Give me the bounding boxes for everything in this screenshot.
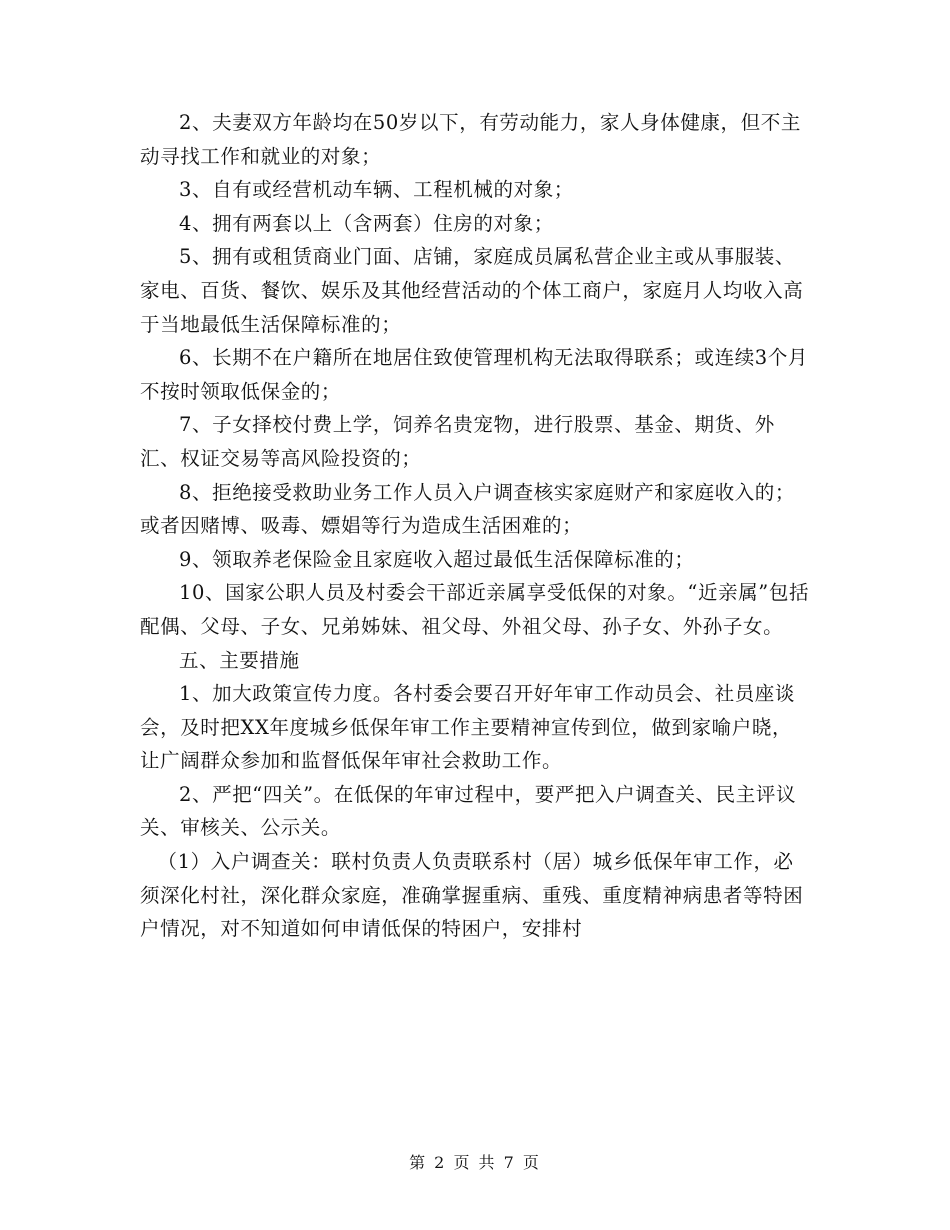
section-heading-measures: 五、主要措施 [179,648,300,672]
paragraph-item-8: 8、拒绝接受救助业务工作人员入户调查核实家庭财产和家庭收入的；或者因赌博、吸毒、嫖娼等行为造成生活困难的； [140,480,796,538]
paragraph-item-5: 5、拥有或租赁商业门面、店铺，家庭成员属私营企业主或从事服装、家电、百货、餐饮、娱乐及其他经营活动的个体工商户，家庭月人均收入高于当地最低生活保障标准的； [140,245,804,336]
document-body [140,106,810,946]
measure-item-2: 2、严把“四关”。在低保的年审过程中，要严把入户调查关、民主评议关、审核关、公示关。 [140,782,797,840]
paragraph-item-2: 2、夫妻双方年龄均在50岁以下，有劳动能力，家人身体健康，但不主动寻找工作和就业的对象； [140,111,801,168]
measure-subitem-1: （1）入户调查关：联村负责人负责联系村（居）城乡低保年审工作，必须深化村社，深化群众家庭，准确掌握重病、重残、重度精神病患者等特困户情况，对不知道如何申请低保的特困户，安排村 [140,850,804,941]
paragraph-item-6: 6、长期不在户籍所在地居住致使管理机构无法取得联系；或连续3个月不按时领取低保金的； [140,346,809,403]
measure-item-1: 1、加大政策宣传力度。各村委会要召开好年审工作动员会、社员座谈会，及时把XX年度城乡低保年审工作主要精神宣传到位，做到家喻户晓，让广阔群众参加和监督低保年审社会救助工作。 [140,682,796,773]
paragraph-item-3: 3、自有或经营机动车辆、工程机械的对象； [179,178,574,202]
page-number-footer: 第 2 页 共 7 页 [409,1153,541,1172]
paragraph-item-7: 7、子女择校付费上学，饲养名贵宠物，进行股票、基金、期货、外汇、权证交易等高风险投资的； [140,413,775,470]
paragraph-item-9: 9、领取养老保险金且家庭收入超过最低生活保障标准的； [179,547,695,571]
paragraph-item-10: 10、国家公职人员及村委会干部近亲属享受低保的对象。“近亲属”包括配偶、父母、子女、兄弟姊妹、祖父母、外祖父母、孙子女、外孙子女。 [140,581,810,638]
paragraph-item-4: 4、拥有两套以上（含两套）住房的对象； [179,211,554,235]
